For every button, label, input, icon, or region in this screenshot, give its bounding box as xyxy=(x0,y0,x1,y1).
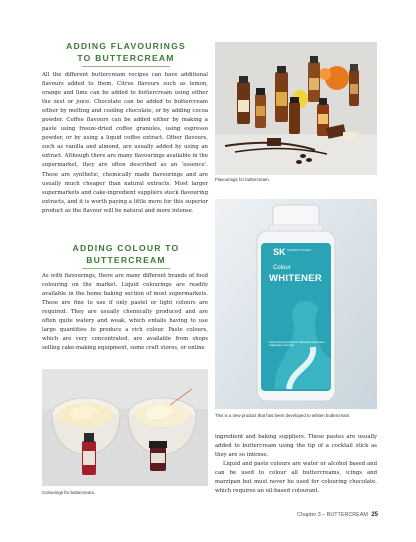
heading-underline xyxy=(82,268,170,269)
caption-flavourings: Flavourings for buttercream. xyxy=(215,177,270,182)
flavourings-photo xyxy=(215,42,377,175)
heading-line: ADDING COLOUR TO xyxy=(72,243,180,253)
heading-line: BUTTERCREAM xyxy=(86,255,166,265)
whitener-bottle-illustration xyxy=(215,199,377,409)
bottle-product-line2: WHITENER xyxy=(269,273,323,284)
colourings-photo xyxy=(42,369,208,486)
bottle-description: Food colouring perfect for whitening buttercream, sugarpaste and icings xyxy=(269,341,326,348)
caption-whitener: This is a new product that has been developed to whiten buttercream. xyxy=(215,413,351,418)
flavourings-paragraph: All the different buttercream recipes can have additional flavours added to them. Citrus flavours such as lemon, orange and lime can be added to buttercream using either the zest or juice. Chocolate can be added to buttercream either by melting and cooling chocolate, or by adding cocoa powder. Coffee flavours can be added either by making a paste using freeze-dried coffee granules, using espresso powder, or by using a liquid coffee extract. Other flavours, such as vanilla and almond, are usually added by using an extract. Although there are many flavourings available in the supermarket, they are often described as an ‘essence’. These are synthetic, chemically made flavourings and are usually much cheaper than natural extracts. Most larger supermarkets and cake-ingredient suppliers stock flavouring extracts, and it is worth paying a little more for this superior product as the flavour will be natural and more intense. xyxy=(42,72,208,214)
caption-colourings: Colourings for buttercream. xyxy=(42,490,96,495)
bottle-brand-sub: SQUIRES KITCHEN xyxy=(287,249,311,252)
section-heading-flavourings xyxy=(44,40,208,64)
heading-line: ADDING FLAVOURINGS xyxy=(66,41,186,51)
bottle-brand-logo: SK xyxy=(273,247,286,257)
footer-chapter: Chapter 3 – BUTTERCREAM xyxy=(297,512,368,518)
bottle-product-line1: Colour xyxy=(273,265,291,271)
page-footer xyxy=(250,512,378,518)
whitener-photo xyxy=(215,199,377,409)
section-heading-colour xyxy=(44,242,208,266)
colourings-illustration xyxy=(42,369,208,486)
flavourings-illustration xyxy=(215,42,377,175)
colour-paragraph: As with flavourings, there are many different brands of food colouring on the market. Liquid colourings are readily available in the home baking section of most supermarkets. These are fine to use if only pastel or light colours are required. They are usually chemically produced and are often quite watery and weak, which entails having to use large quantities to produce a rich colour. Paste colours, which are very concentrated, are available from shops selling cake-making equipment, some craft stores, or online xyxy=(42,273,208,352)
heading-line: TO BUTTERCREAM xyxy=(77,53,175,63)
page-number: 25 xyxy=(371,512,378,518)
heading-underline xyxy=(82,66,170,67)
continuation-paragraph: ingredient and baking suppliers. These pastes are usually added to buttercream using the tip of a cocktail stick as they are so intense. Liquid and paste colours are water or alcohol based and can be used to colour all buttercreams, icings and marzipan but must never be used for colouring chocolate, which requires an oil-based colourant. xyxy=(215,434,377,495)
